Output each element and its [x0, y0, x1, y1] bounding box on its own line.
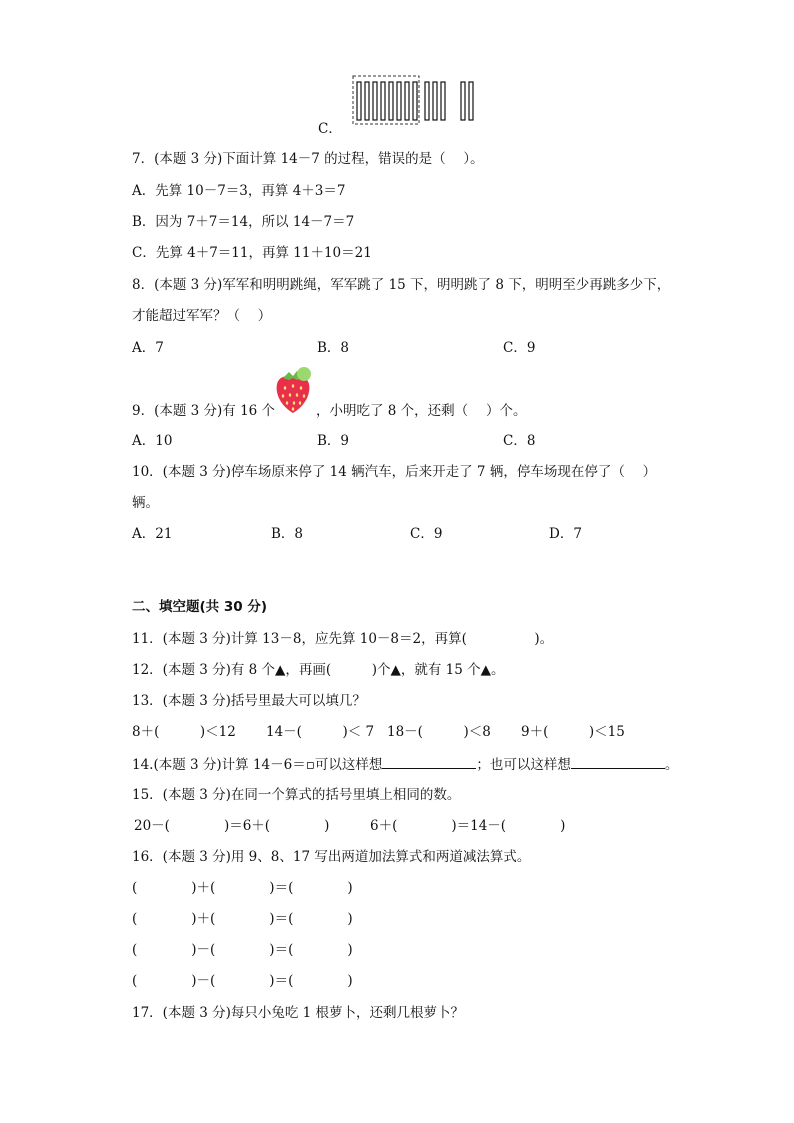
stick	[405, 82, 409, 120]
stick	[397, 82, 401, 120]
q14-part2: ；也可以这样想	[476, 757, 571, 773]
q13-item-4: 9＋( )＜15	[521, 724, 625, 740]
stick	[469, 82, 473, 120]
stick	[461, 82, 465, 120]
stick	[425, 82, 429, 120]
q14-part1: 14.(本题 3 分)计算 14－6＝▫可以这样想	[132, 757, 383, 773]
q10-stem-line1: 10．(本题 3 分)停车场原来停了 14 辆汽车，后来开走了 7 辆，停车场现在停了（ ）	[132, 464, 657, 480]
stick	[389, 82, 393, 120]
q10-option-a[interactable]: A．21	[132, 526, 173, 542]
stick	[441, 82, 445, 120]
q15-expression-1: 20－( )＝6＋( )	[134, 818, 330, 834]
q11-stem: 11．(本题 3 分)计算 13－8，应先算 10－8＝2，再算( )。	[132, 631, 554, 647]
q16-row-3: ( )－( )＝( )	[132, 942, 353, 958]
q9-stem-before: 9．(本题 3 分)有 16 个	[132, 403, 276, 419]
q8-stem-line1: 8．(本题 3 分)军军和明明跳绳，军军跳了 15 下，明明跳了 8 下，明明至少再跳多少下，	[132, 277, 671, 293]
q15-expression-2: 6＋( )＝14－( )	[370, 818, 566, 834]
stick	[373, 82, 377, 120]
q14-stem	[132, 754, 678, 774]
q9-option-a[interactable]: A．10	[132, 433, 173, 449]
q10-option-c[interactable]: C．9	[410, 526, 443, 542]
q13-item-3: 18－( )＜8	[387, 724, 491, 740]
q14-answer-blank-1[interactable]	[382, 754, 476, 769]
q8-stem-line2: 才能超过军军？（ ）	[132, 308, 272, 324]
q7-option-b[interactable]: B．因为 7＋7＝14，所以 14－7＝7	[132, 214, 355, 230]
q12-stem: 12．(本题 3 分)有 8 个▲，再画( )个▲，就有 15 个▲。	[132, 662, 505, 678]
q14-answer-blank-2[interactable]	[571, 754, 665, 769]
q16-row-1: ( )＋( )＝( )	[132, 880, 353, 896]
q8-option-c[interactable]: C．9	[503, 340, 536, 356]
q6-option-c[interactable]: C．	[318, 121, 342, 137]
stick	[433, 82, 437, 120]
q7-option-a[interactable]: A．先算 10－7＝3，再算 4＋3＝7	[132, 183, 346, 199]
q9-option-c[interactable]: C．8	[503, 433, 536, 449]
q8-option-a[interactable]: A．7	[132, 340, 164, 356]
sticks-figure	[350, 74, 490, 126]
q16-row-4: ( )－( )＝( )	[132, 973, 353, 989]
q9-option-b[interactable]: B．9	[317, 433, 350, 449]
q10-stem-line2: 辆。	[132, 495, 159, 511]
q15-stem: 15．(本题 3 分)在同一个算式的括号里填上相同的数。	[132, 787, 461, 803]
q13-item-2: 14－( )＜ 7	[266, 724, 375, 740]
stick	[413, 82, 417, 120]
q9-stem-after: ，小明吃了 8 个，还剩（ ）个。	[316, 403, 527, 419]
q7-option-c[interactable]: C．先算 4＋7＝11，再算 11＋10＝21	[132, 245, 372, 261]
strawberry-icon	[273, 366, 313, 416]
stick	[365, 82, 369, 120]
q13-item-1: 8＋( )＜12	[132, 724, 236, 740]
sticks-illustration	[350, 74, 490, 126]
q17-stem: 17．(本题 3 分)每只小兔吃 1 根萝卜，还剩几根萝卜？	[132, 1005, 465, 1021]
q7-stem: 7．(本题 3 分)下面计算 14－7 的过程，错误的是（ ）。	[132, 151, 484, 167]
q10-option-d[interactable]: D．7	[549, 526, 582, 542]
q8-option-b[interactable]: B．8	[317, 340, 350, 356]
q10-option-b[interactable]: B．8	[271, 526, 304, 542]
q16-row-2: ( )＋( )＝( )	[132, 911, 353, 927]
stick	[381, 82, 385, 120]
stick	[357, 82, 361, 120]
section-title: 二、填空题(共 30 分)	[132, 599, 268, 615]
q16-stem: 16．(本题 3 分)用 9、8、17 写出两道加法算式和两道减法算式。	[132, 849, 531, 865]
q14-part3: 。	[664, 757, 679, 773]
q13-stem: 13．(本题 3 分)括号里最大可以填几？	[132, 693, 366, 709]
